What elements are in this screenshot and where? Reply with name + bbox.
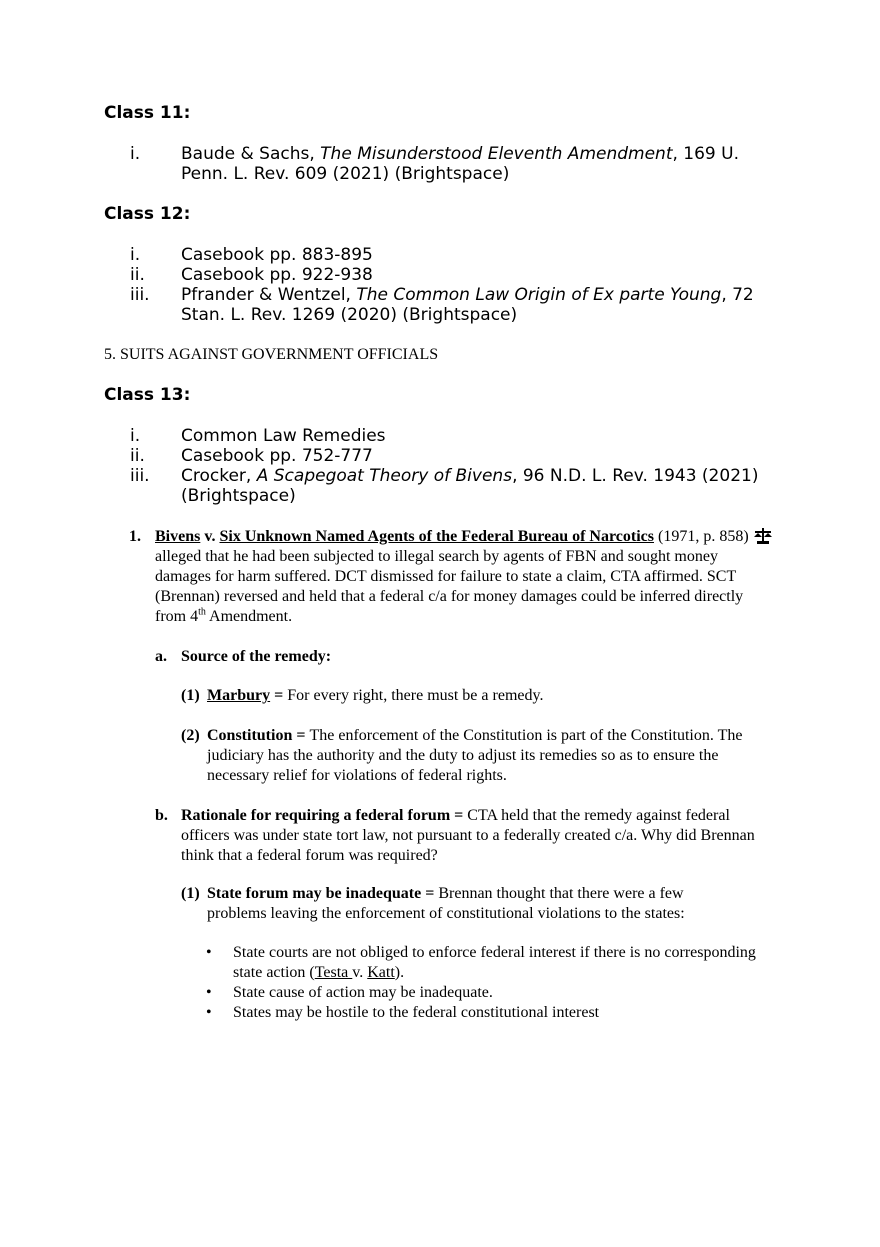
- source-heading: Source of the remedy:: [181, 648, 332, 665]
- case-name-bivens: Bivens: [155, 528, 201, 545]
- reading-item: iii. Crocker, A Scapegoat Theory of Bivens, 96 N.D. L. Rev. 1943 (2021) (Brightspace): [130, 466, 759, 506]
- reading-item: ii. Casebook pp. 752-777: [130, 446, 373, 466]
- list-item: • State cause of action may be inadequate.: [206, 983, 766, 1003]
- case-name-six-unknown-agents: Six Unknown Named Agents of the Federal Bureau of Narcotics: [219, 528, 654, 545]
- source-point-1: Marbury = For every right, there must be a remedy.: [207, 687, 544, 704]
- state-forum-problems-list: [206, 943, 766, 1023]
- reading-item: i. Casebook pp. 883-895: [130, 245, 373, 265]
- class-13-heading: Class 13:: [104, 385, 191, 405]
- class-11-heading: Class 11:: [104, 103, 191, 123]
- reading-item: ii. Casebook pp. 922-938: [130, 265, 373, 285]
- source-label: a.: [155, 648, 167, 665]
- rationale-heading: Rationale for requiring a federal forum: [181, 807, 451, 824]
- source-point-2-number: (2): [181, 727, 200, 744]
- scales-of-justice-icon: [753, 527, 773, 545]
- class-12-heading: Class 12:: [104, 204, 191, 224]
- case-name-marbury: Marbury: [207, 687, 271, 704]
- rationale-point-1: State forum may be inadequate = Brennan thought that there were a few problems leaving the enforcement of constitutional violations to the states:: [207, 885, 685, 922]
- rationale-label: b.: [155, 807, 168, 824]
- reading-item: i. Baude & Sachs, The Misunderstood Eleventh Amendment, 169 U. Penn. L. Rev. 609 (2021) (Brightspace): [130, 144, 739, 184]
- reading-item: i. Common Law Remedies: [130, 426, 386, 446]
- source-point-1-number: (1): [181, 687, 200, 704]
- bivens-number: 1.: [129, 528, 141, 545]
- class-13-reading-list: [104, 426, 781, 506]
- case-name-katt: Katt: [367, 964, 395, 981]
- reading-item: iii. Pfrander & Wentzel, The Common Law Origin of Ex parte Young, 72 Stan. L. Rev. 1269 (2020) (Brightspace): [130, 285, 754, 325]
- case-name-testa: Testa: [314, 964, 353, 981]
- source-point-2: Constitution = The enforcement of the Constitution is part of the Constitution. The judiciary has the authority and the duty to adjust its remedies so as to ensure the necessary relief for violations of federal rights.: [207, 727, 743, 784]
- list-item: • State courts are not obliged to enforce federal interest if there is no corresponding state action (Testa v. Katt).: [206, 943, 766, 983]
- rationale-paragraph: Rationale for requiring a federal forum = CTA held that the remedy against federal officers was under state tort law, not pursuant to a federally created c/a. Why did Brennan think that a federal forum was required?: [181, 807, 755, 864]
- class-12-reading-list: [104, 245, 781, 325]
- bivens-paragraph: Bivens v. Six Unknown Named Agents of the Federal Bureau of Narcotics (1971, p. 858) alleged that he had been subjected to illegal search by agents of FBN and sought money damages for harm suffered. DCT dismissed for failure to state a claim, CTA affirmed. SCT (Brennan) reversed and held that a federal c/a for money damages could be inferred directly from 4th Amendment.: [155, 527, 775, 627]
- list-item: • States may be hostile to the federal constitutional interest: [206, 1003, 766, 1023]
- class-11-reading-list: [104, 144, 781, 184]
- section-title: 5. SUITS AGAINST GOVERNMENT OFFICIALS: [104, 346, 439, 363]
- rationale-point-1-number: (1): [181, 885, 200, 902]
